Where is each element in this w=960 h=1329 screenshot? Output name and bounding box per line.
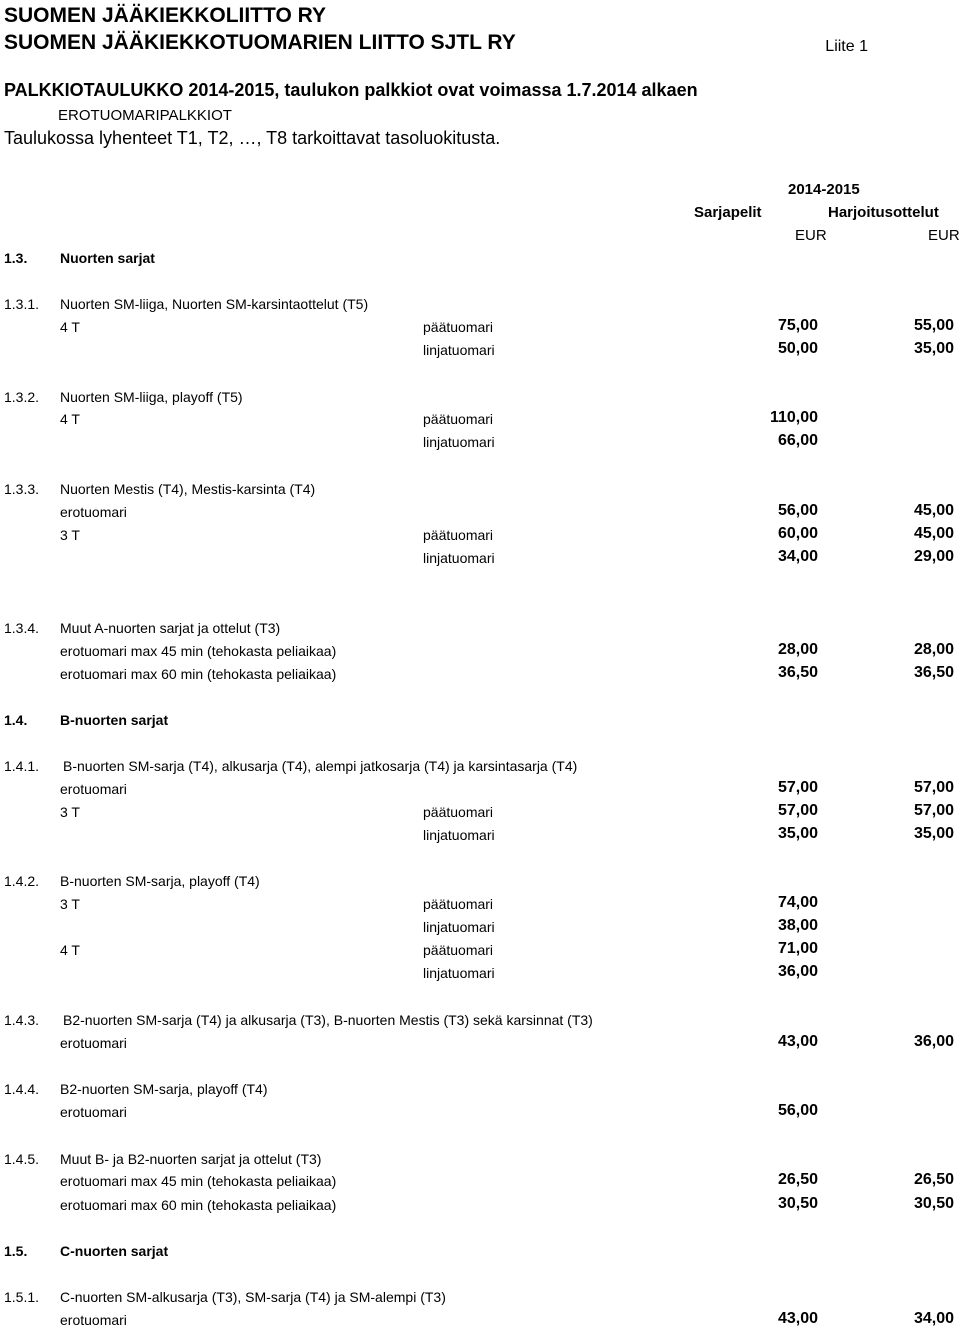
document-title: PALKKIOTAULUKKO 2014-2015, taulukon palkkiot ovat voimassa 1.7.2014 alkaen: [4, 80, 698, 100]
practice-game-fee: 36,50: [913, 664, 954, 681]
fee-row-category: erotuomari: [60, 1312, 127, 1328]
fee-row-role: päätuomari: [423, 942, 494, 958]
practice-game-fee: 45,00: [913, 525, 954, 542]
practice-game-fee: 45,00: [913, 502, 954, 519]
league-game-fee: 71,00: [777, 940, 818, 957]
fee-row-category: erotuomari: [60, 1104, 127, 1120]
fee-row-category: 3 T: [60, 804, 80, 820]
practice-game-fee: 30,50: [913, 1195, 954, 1212]
season-header: 2014-2015: [788, 181, 860, 198]
fee-row-category: erotuomari: [60, 1035, 127, 1051]
section-number: 1.3.1.: [4, 296, 40, 312]
abbreviation-note: Taulukossa lyhenteet T1, T2, …, T8 tarkoittavat tasoluokitusta.: [4, 128, 501, 148]
practice-game-fee: 29,00: [913, 548, 954, 565]
fee-row-category: erotuomari max 45 min (tehokasta peliaikaa): [60, 1173, 337, 1189]
fee-row-role: päätuomari: [423, 896, 494, 912]
fee-row-category: 4 T: [60, 319, 80, 335]
section-title: B-nuorten SM-sarja (T4), alkusarja (T4), alempi jatkosarja (T4) ja karsintasarja (T4): [63, 758, 578, 774]
league-game-fee: 43,00: [777, 1310, 818, 1327]
section-number: 1.4.5.: [4, 1151, 40, 1167]
currency-header-1: EUR: [795, 227, 827, 244]
section-number: 1.5.: [4, 1243, 28, 1259]
practice-game-fee: 35,00: [913, 825, 954, 842]
league-game-fee: 28,00: [777, 641, 818, 658]
fee-row-role: linjatuomari: [423, 342, 495, 358]
fee-row-category: erotuomari: [60, 504, 127, 520]
fee-row-role: linjatuomari: [423, 919, 495, 935]
section-number: 1.4.2.: [4, 873, 40, 889]
section-title: Nuorten SM-liiga, Nuorten SM-karsintaottelut (T5): [60, 296, 369, 312]
section-title: B-nuorten SM-sarja, playoff (T4): [60, 873, 260, 889]
section-title: Muut B- ja B2-nuorten sarjat ja ottelut (T3): [60, 1151, 322, 1167]
section-title: B-nuorten sarjat: [60, 712, 169, 728]
fee-row-role: päätuomari: [423, 527, 494, 543]
section-title: C-nuorten SM-alkusarja (T3), SM-sarja (T4) ja SM-alempi (T3): [60, 1289, 446, 1305]
league-game-fee: 43,00: [777, 1033, 818, 1050]
section-title: B2-nuorten SM-sarja (T4) ja alkusarja (T3), B-nuorten Mestis (T3) sekä karsinnat (T3): [63, 1012, 593, 1028]
league-games-header: Sarjapelit: [694, 204, 762, 221]
league-game-fee: 74,00: [777, 894, 818, 911]
section-number: 1.4.3.: [4, 1012, 40, 1028]
section-number: 1.3.: [4, 250, 28, 266]
league-game-fee: 56,00: [777, 502, 818, 519]
attachment-label: Liite 1: [825, 38, 868, 55]
fee-row-category: 4 T: [60, 411, 80, 427]
fee-row-role: linjatuomari: [423, 827, 495, 843]
fee-row-category: erotuomari max 60 min (tehokasta peliaikaa): [60, 666, 337, 682]
section-title: C-nuorten sarjat: [60, 1243, 169, 1259]
section-number: 1.3.3.: [4, 481, 40, 497]
fee-row-role: päätuomari: [423, 411, 494, 427]
fee-row-role: linjatuomari: [423, 550, 495, 566]
section-title: B2-nuorten SM-sarja, playoff (T4): [60, 1081, 268, 1097]
league-game-fee: 56,00: [777, 1102, 818, 1119]
section-number: 1.4.: [4, 712, 28, 728]
practice-game-fee: 34,00: [913, 1310, 954, 1327]
league-game-fee: 57,00: [777, 802, 818, 819]
section-title: Nuorten Mestis (T4), Mestis-karsinta (T4): [60, 481, 316, 497]
league-game-fee: 75,00: [777, 317, 818, 334]
section-number: 1.4.4.: [4, 1081, 40, 1097]
fee-row-role: linjatuomari: [423, 965, 495, 981]
league-game-fee: 36,00: [777, 963, 818, 980]
league-game-fee: 34,00: [777, 548, 818, 565]
fee-row-role: päätuomari: [423, 804, 494, 820]
section-number: 1.4.1.: [4, 758, 40, 774]
document-subtitle: EROTUOMARIPALKKIOT: [58, 107, 232, 124]
org-title-2: SUOMEN JÄÄKIEKKOTUOMARIEN LIITTO SJTL RY: [4, 31, 516, 54]
league-game-fee: 30,50: [777, 1195, 818, 1212]
practice-game-fee: 26,50: [913, 1171, 954, 1188]
fee-row-category: erotuomari max 45 min (tehokasta peliaikaa): [60, 643, 337, 659]
fee-row-category: 4 T: [60, 942, 80, 958]
practice-games-header: Harjoitusottelut: [828, 204, 939, 221]
league-game-fee: 60,00: [777, 525, 818, 542]
practice-game-fee: 35,00: [913, 340, 954, 357]
league-game-fee: 110,00: [769, 409, 818, 426]
league-game-fee: 57,00: [777, 779, 818, 796]
league-game-fee: 66,00: [777, 432, 818, 449]
practice-game-fee: 55,00: [913, 317, 954, 334]
section-title: Nuorten sarjat: [60, 250, 155, 266]
section-number: 1.5.1.: [4, 1289, 40, 1305]
league-game-fee: 50,00: [777, 340, 818, 357]
section-number: 1.3.2.: [4, 389, 40, 405]
currency-header-2: EUR: [928, 227, 960, 244]
section-title: Nuorten SM-liiga, playoff (T5): [60, 389, 243, 405]
practice-game-fee: 57,00: [913, 802, 954, 819]
league-game-fee: 35,00: [777, 825, 818, 842]
fee-row-category: 3 T: [60, 896, 80, 912]
practice-game-fee: 28,00: [913, 641, 954, 658]
section-number: 1.3.4.: [4, 620, 40, 636]
fee-row-category: 3 T: [60, 527, 80, 543]
league-game-fee: 38,00: [777, 917, 818, 934]
org-title-1: SUOMEN JÄÄKIEKKOLIITTO RY: [4, 4, 327, 27]
fee-row-role: linjatuomari: [423, 434, 495, 450]
practice-game-fee: 57,00: [913, 779, 954, 796]
fee-row-category: erotuomari: [60, 781, 127, 797]
practice-game-fee: 36,00: [913, 1033, 954, 1050]
fee-row-role: päätuomari: [423, 319, 494, 335]
fee-row-category: erotuomari max 60 min (tehokasta peliaikaa): [60, 1197, 337, 1213]
league-game-fee: 26,50: [777, 1171, 818, 1188]
section-title: Muut A-nuorten sarjat ja ottelut (T3): [60, 620, 281, 636]
league-game-fee: 36,50: [777, 664, 818, 681]
